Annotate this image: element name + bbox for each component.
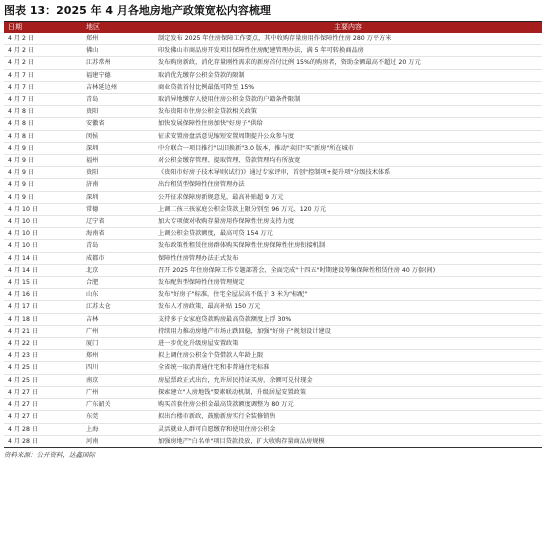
cell-date: 4 月 14 日	[4, 252, 82, 264]
cell-content: 发布政策性租赁住房群体购买保障性住房保障性住房衔接机制	[154, 240, 542, 252]
cell-region: 北京	[82, 264, 154, 276]
table-row	[4, 240, 542, 252]
cell-content: 支持多子女家庭贷款购房最高贷款额度上浮 30%	[154, 313, 542, 325]
cell-date: 4 月 8 日	[4, 106, 82, 118]
table-row	[4, 338, 542, 350]
cell-region: 厦门	[82, 338, 154, 350]
cell-content: 对公积金缴存管理、提取管理、贷款管理均有所放宽	[154, 155, 542, 167]
cell-date: 4 月 9 日	[4, 191, 82, 203]
cell-region: 成都市	[82, 252, 154, 264]
chart-title: 图表 13：2025 年 4 月各地房地产政策宽松内容梳理	[4, 3, 542, 22]
table-row	[4, 350, 542, 362]
table-row	[4, 423, 542, 435]
table-body	[4, 33, 542, 447]
source-note: 资料来源：公开资料，达鑫国际	[4, 450, 95, 459]
table-row	[4, 264, 542, 276]
cell-date: 4 月 28 日	[4, 435, 82, 447]
cell-date: 4 月 2 日	[4, 57, 82, 69]
table-row	[4, 362, 542, 374]
table-row	[4, 155, 542, 167]
cell-content: 公开征求保障房新规意见，最高补贴超 9 万元	[154, 191, 542, 203]
cell-region: 安徽省	[82, 118, 154, 130]
cell-date: 4 月 10 日	[4, 216, 82, 228]
cell-date: 4 月 27 日	[4, 411, 82, 423]
cell-content: 保障性住房管理办法正式发布	[154, 252, 542, 264]
table-row	[4, 142, 542, 154]
table-row	[4, 435, 542, 447]
cell-date: 4 月 18 日	[4, 313, 82, 325]
cell-region: 山东	[82, 289, 154, 301]
table-header	[4, 22, 542, 33]
cell-date: 4 月 9 日	[4, 155, 82, 167]
cell-date: 4 月 7 日	[4, 69, 82, 81]
header-date: 日期	[4, 22, 82, 33]
table-row	[4, 81, 542, 93]
cell-region: 佛山	[82, 45, 154, 57]
header-row	[4, 22, 542, 33]
cell-region: 福州	[82, 155, 154, 167]
cell-region: 广东韶关	[82, 399, 154, 411]
cell-region: 常德	[82, 203, 154, 215]
cell-content: 发布贵阳市住房公积金贷款相关政策	[154, 106, 542, 118]
cell-date: 4 月 21 日	[4, 325, 82, 337]
cell-date: 4 月 23 日	[4, 350, 82, 362]
table-row	[4, 179, 542, 191]
cell-date: 4 月 10 日	[4, 240, 82, 252]
cell-date: 4 月 28 日	[4, 423, 82, 435]
cell-date: 4 月 7 日	[4, 81, 82, 93]
cell-content: 持续用力推动房地产市场止跌回稳，加强"好房子"规划设计建设	[154, 325, 542, 337]
cell-region: 河南	[82, 435, 154, 447]
cell-content: 取消优先缴存公积金贷款的限制	[154, 69, 542, 81]
cell-content: 加快发展保障性住房加快"好房子"供给	[154, 118, 542, 130]
cell-content: 征求安置房盘活意见缩短安置周期提升公众参与度	[154, 130, 542, 142]
cell-date: 4 月 25 日	[4, 362, 82, 374]
table-row	[4, 94, 542, 106]
table-row	[4, 106, 542, 118]
cell-content: 拟上调住房公积金个贷借款人年龄上限	[154, 350, 542, 362]
cell-content: 发布"好房子"标准，住宅全屋层高不低于 3 米为"标配"	[154, 289, 542, 301]
table-row	[4, 57, 542, 69]
cell-content: 加大专项债对收购存量房用作保障性住房支持力度	[154, 216, 542, 228]
cell-date: 4 月 27 日	[4, 399, 82, 411]
cell-region: 青岛	[82, 94, 154, 106]
cell-content: 进一步优化升级房屋安置政策	[154, 338, 542, 350]
cell-date: 4 月 10 日	[4, 203, 82, 215]
table-row	[4, 277, 542, 289]
cell-content: 探索建立"人房地钱"要素联动机制，升级居屋安置政策	[154, 386, 542, 398]
cell-region: 贵阳	[82, 106, 154, 118]
cell-region: 郑州	[82, 350, 154, 362]
cell-content: 拟出台楼市新政，鼓励新房实行全装修销售	[154, 411, 542, 423]
table-row	[4, 252, 542, 264]
table-row	[4, 399, 542, 411]
cell-region: 广州	[82, 386, 154, 398]
cell-date: 4 月 9 日	[4, 167, 82, 179]
cell-date: 4 月 9 日	[4, 179, 82, 191]
cell-content: 上调二孩三孩家庭公积金贷款上限分别至 96 万元、120 万元	[154, 203, 542, 215]
cell-region: 广州	[82, 325, 154, 337]
cell-region: 上海	[82, 423, 154, 435]
cell-region: 辽宁省	[82, 216, 154, 228]
cell-region: 吉林	[82, 313, 154, 325]
cell-date: 4 月 15 日	[4, 277, 82, 289]
cell-content: 制定发布 2025 年住房保障工作要点，其中收购存量房用作保障性住房 280 万平方米	[154, 33, 542, 45]
table-row	[4, 301, 542, 313]
policy-table	[4, 22, 542, 448]
cell-date: 4 月 9 日	[4, 142, 82, 154]
cell-date: 4 月 10 日	[4, 228, 82, 240]
cell-date: 4 月 14 日	[4, 264, 82, 276]
table-row	[4, 167, 542, 179]
cell-content: 发布配售型保障性住房管理规定	[154, 277, 542, 289]
cell-region: 合肥	[82, 277, 154, 289]
table-row	[4, 313, 542, 325]
cell-content: 上调公积金贷款额度，最高可贷 154 万元	[154, 228, 542, 240]
table-row	[4, 130, 542, 142]
table-row	[4, 118, 542, 130]
table-row	[4, 191, 542, 203]
cell-region: 福建宁德	[82, 69, 154, 81]
table-row	[4, 289, 542, 301]
cell-date: 4 月 8 日	[4, 130, 82, 142]
cell-region: 郑州	[82, 33, 154, 45]
cell-content: 购买首套住房公积金最高贷款额度调整为 80 万元	[154, 399, 542, 411]
cell-content: 商业贷款首付比例最低可降至 15%	[154, 81, 542, 93]
cell-region: 海南省	[82, 228, 154, 240]
cell-region: 吉林延边州	[82, 81, 154, 93]
cell-date: 4 月 25 日	[4, 374, 82, 386]
table-row	[4, 228, 542, 240]
cell-region: 闵侯	[82, 130, 154, 142]
cell-content: 召开 2025 年住房保障工作专题部署会，全面完成"十四五"时期建设筹集保障性租赁住房 40 万套(间)	[154, 264, 542, 276]
cell-region: 青岛	[82, 240, 154, 252]
cell-region: 贵阳	[82, 167, 154, 179]
table-row	[4, 69, 542, 81]
cell-date: 4 月 17 日	[4, 301, 82, 313]
header-region: 地区	[82, 22, 154, 33]
table-row	[4, 325, 542, 337]
cell-content: 《贵阳市好房子技术导则(试行)》通过专家评审，首创"控制项+提升项"分级技术体系	[154, 167, 542, 179]
table-row	[4, 45, 542, 57]
table-row	[4, 386, 542, 398]
cell-date: 4 月 7 日	[4, 94, 82, 106]
cell-content: 发布购房新政，消化存量刚性需求的新房首付比例 15%的购房者，资助金额最高不超过 20 万元	[154, 57, 542, 69]
cell-date: 4 月 27 日	[4, 386, 82, 398]
table-row	[4, 203, 542, 215]
cell-region: 深圳	[82, 191, 154, 203]
table-row	[4, 33, 542, 45]
cell-date: 4 月 2 日	[4, 33, 82, 45]
cell-content: 出台租赁型保障性住房管理办法	[154, 179, 542, 191]
cell-region: 深圳	[82, 142, 154, 154]
cell-content: 中介联合一项目推行"以旧换新"3.0 版本，推动"卖旧"买"新房"所在城市	[154, 142, 542, 154]
cell-region: 南京	[82, 374, 154, 386]
cell-date: 4 月 8 日	[4, 118, 82, 130]
cell-region: 四川	[82, 362, 154, 374]
cell-region: 江苏太仓	[82, 301, 154, 313]
table-row	[4, 374, 542, 386]
cell-content: 取消异地缴存人使用住房公积金贷款的户籍条件限制	[154, 94, 542, 106]
cell-date: 4 月 2 日	[4, 45, 82, 57]
cell-date: 4 月 22 日	[4, 338, 82, 350]
header-content: 主要内容	[154, 22, 542, 33]
cell-content: 加强房地产"白名单"项目贷款投放，扩大收购存量商品房规模	[154, 435, 542, 447]
cell-content: 全省统一取消普通住宅和非普通住宅标准	[154, 362, 542, 374]
cell-content: 发布人才房政策，最高补贴 150 万元	[154, 301, 542, 313]
cell-content: 房屋票政正式出台，允许居民持证买房，余额可兑付现金	[154, 374, 542, 386]
cell-region: 江苏常州	[82, 57, 154, 69]
cell-region: 东莞	[82, 411, 154, 423]
cell-content: 印发佛山市商品房开发项目保障性住房配建管理办法，满 5 年可转换商品房	[154, 45, 542, 57]
cell-date: 4 月 16 日	[4, 289, 82, 301]
cell-content: 灵活就业人群可自愿缴存和使用住房公积金	[154, 423, 542, 435]
table-row	[4, 411, 542, 423]
cell-region: 济南	[82, 179, 154, 191]
table-row	[4, 216, 542, 228]
